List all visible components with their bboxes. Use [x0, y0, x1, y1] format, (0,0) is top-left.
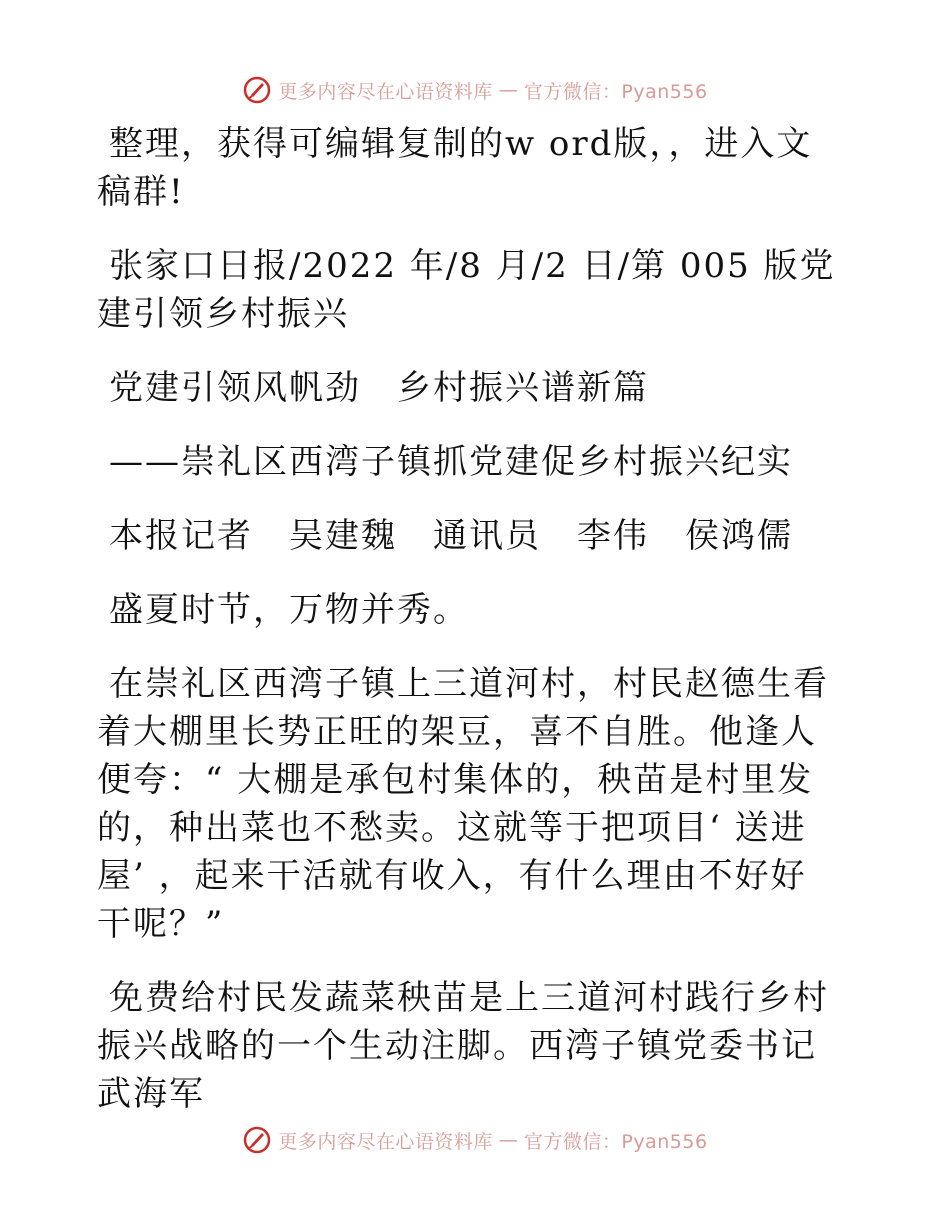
footer-brand-text: 更多内容尽在心语资料库 — [278, 1130, 493, 1153]
paragraph-source: 张家口日报/2022 年/8 月/2 日/第 005 版党建引领乡村振兴 — [97, 246, 836, 334]
paragraph-secretary: 免费给村民发蔬菜秧苗是上三道河村践行乡村振兴战略的一个生动注脚。西湾子镇党委书记武海军 — [97, 978, 829, 1114]
article-subtitle: ——崇礼区西湾子镇抓党建促乡村振兴纪实 — [109, 442, 793, 482]
document-body — [97, 120, 837, 1144]
article-title: 党建引领风帆劲 乡村振兴谱新篇 — [109, 368, 649, 408]
footer-banner — [0, 1122, 950, 1158]
header-banner — [0, 72, 950, 108]
logo-icon — [242, 1125, 272, 1155]
header-wechat-text: 官方微信：Pyan556 — [523, 80, 708, 103]
header-brand-text: 更多内容尽在心语资料库 — [278, 80, 493, 103]
footer-separator: — — [498, 1129, 518, 1151]
footer-wechat-text: 官方微信：Pyan556 — [523, 1130, 708, 1153]
byline: 本报记者 吴建魏 通讯员 李伟 侯鸿儒 — [109, 516, 793, 556]
header-separator: — — [498, 79, 518, 101]
paragraph-intro: 整理，获得可编辑复制的w ord版，，进入文稿群! — [97, 124, 813, 212]
paragraph-village: 在崇礼区西湾子镇上三道河村，村民赵德生看着大棚里长势正旺的架豆，喜不自胜。他逢人便夸：“ 大棚是承包村集体的，秧苗是村里发的，种出菜也不愁卖。这就等于把项目‘ 送进屋’ ，起来干活就有收入，有什么理由不好好干呢？” — [97, 664, 829, 944]
paragraph-opening: 盛夏时节，万物并秀。 — [109, 590, 469, 630]
logo-icon — [242, 75, 272, 105]
